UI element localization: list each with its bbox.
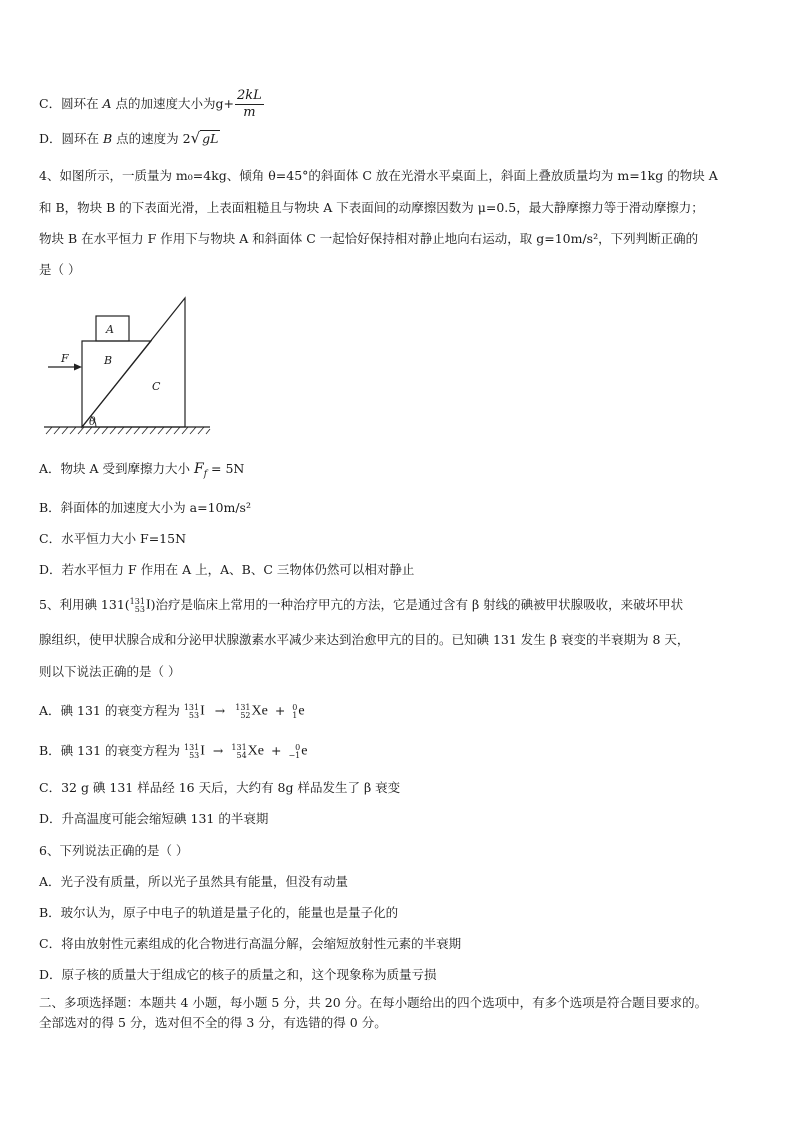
q5-option-c: C．32 g 碘 131 样品经 16 天后，大约有 8g 样品发生了 β 衰变	[39, 780, 401, 795]
q4-stem-line1: 4、如图所示，一质量为 m₀=4kg、倾角 θ=45°的斜面体 C 放在光滑水平桌面上，斜面上叠放质量均为 m=1kg 的物块 A	[39, 168, 718, 183]
section2-line1: 二、多项选择题：本题共 4 小题，每小题 5 分，共 20 分。在每小题给出的四个选项中，有多个选项是符合题目要求的。	[39, 995, 708, 1010]
q4-figure-incline	[40, 292, 215, 440]
label-b: B	[104, 354, 113, 367]
section2-line2: 全部选对的得 5 分，选对但不全的得 3 分，有选错的得 0 分。	[39, 1015, 387, 1030]
q6-stem: 6、下列说法正确的是（ ）	[39, 843, 189, 858]
q4-option-d: D．若水平恒力 F 作用在 A 上，A、B、C 三物体仍然可以相对静止	[39, 562, 415, 577]
q3-option-c: C．圆环在 A 点的加速度大小为g+ $\frac{2kL}{m}$	[39, 88, 262, 120]
q4-option-a: A．物块 A 受到摩擦力大小 $F_f = 5N$	[39, 461, 245, 480]
q4-stem-line4: 是（ ）	[39, 262, 81, 277]
label-a: A	[106, 323, 114, 336]
label-f: F	[61, 352, 69, 365]
q5-option-a: A．碘 131 的衰变方程为 131 53 I → 131 52 Xe + 0 1 e	[39, 702, 305, 720]
q6-option-b: B．玻尔认为，原子中电子的轨道是量子化的，能量也是量子化的	[39, 905, 399, 920]
fraction-2kl-over-m: $\frac{2kL}{m}$	[237, 88, 262, 120]
label-theta: θ	[89, 415, 96, 428]
q4-stem-line2: 和 B，物块 B 的下表面光滑，上表面粗糙且与物块 A 下表面间的动摩擦因数为 μ=0.5，最大静摩擦力等于滑动摩擦力；	[39, 200, 704, 215]
q6-option-d: D．原子核的质量大于组成它的核子的质量之和，这个现象称为质量亏损	[39, 967, 437, 982]
q6-option-c: C．将由放射性元素组成的化合物进行高温分解，会缩短放射性元素的半衰期	[39, 936, 462, 951]
q3-option-d: D．圆环在 B 点的速度为 2√ gL	[39, 129, 219, 147]
q5-stem-line2: 腺组织，使甲状腺合成和分泌甲状腺激素水平减少来达到治愈甲亢的目的。已知碘 131 发生 β 衰变的半衰期为 8 天，	[39, 632, 690, 647]
q4-stem-line3: 物块 B 在水平恒力 F 作用下与物块 A 和斜面体 C 一起恰好保持相对静止地向右运动，取 g=10m/s²，下列判断正确的	[39, 231, 699, 246]
q4-option-b: B．斜面体的加速度大小为 a=10m/s²	[39, 500, 251, 515]
q5-stem-line3: 则以下说法正确的是（ ）	[39, 664, 181, 679]
q4-option-c: C．水平恒力大小 F=15N	[39, 531, 187, 546]
q5-option-d: D．升高温度可能会缩短碘 131 的半衰期	[39, 811, 269, 826]
iodine-131-symbol: 131 53 I	[129, 596, 151, 614]
force-arrowhead	[74, 364, 82, 371]
q6-option-a: A．光子没有质量，所以光子虽然具有能量，但没有动量	[39, 874, 349, 889]
ground-hatching	[46, 427, 210, 434]
q5-option-b: B．碘 131 的衰变方程为 131 53 I → 131 54 Xe + 0 −1 e	[39, 742, 308, 760]
label-c: C	[152, 380, 161, 393]
q5-stem-line1: 5、利用碘 131( 131 53 I)治疗是临床上常用的一种治疗甲亢的方法，它是通过含有 β 射线的碘被甲状腺吸收，来破坏甲状	[39, 596, 684, 614]
